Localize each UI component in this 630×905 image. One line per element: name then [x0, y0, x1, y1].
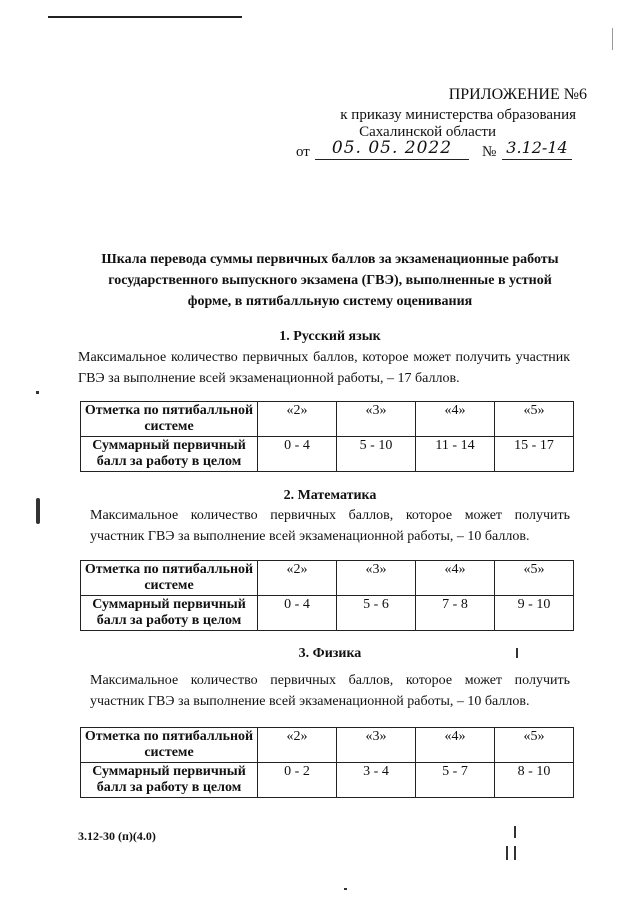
grade-cell: «4»: [416, 402, 495, 437]
number-label: №: [482, 144, 497, 160]
score-range-cell: 7 - 8: [416, 596, 495, 631]
score-range-cell: 0 - 4: [258, 596, 337, 631]
score-range-cell: 11 - 14: [416, 437, 495, 472]
score-range-cell: 0 - 2: [258, 763, 337, 798]
score-range-cell: 5 - 6: [337, 596, 416, 631]
table-row: [81, 763, 574, 798]
scan-artifact: [36, 498, 40, 524]
section-heading-russian: 1. Русский язык: [279, 329, 381, 344]
table-row: [81, 728, 574, 763]
score-range-cell: 9 - 10: [495, 596, 574, 631]
score-row-label: Суммарный первичный балл за работу в целом: [81, 437, 258, 472]
grade-cell: «5»: [495, 561, 574, 596]
score-table-russian: [80, 401, 574, 472]
appendix-label: ПРИЛОЖЕНИЕ №6: [448, 86, 587, 103]
score-range-cell: 15 - 17: [495, 437, 574, 472]
grade-cell: «5»: [495, 402, 574, 437]
section-heading-math: 2. Математика: [283, 488, 377, 503]
grade-row-label: Отметка по пятибалльной системе: [81, 402, 258, 437]
from-label: от: [296, 144, 310, 160]
order-date: 05. 05. 2022: [315, 138, 469, 160]
score-row-label: Суммарный первичный балл за работу в целом: [81, 596, 258, 631]
scan-artifact: [344, 888, 347, 890]
scan-artifact: [514, 846, 516, 860]
grade-cell: «3»: [337, 561, 416, 596]
grade-cell: «3»: [337, 402, 416, 437]
table-row: [81, 596, 574, 631]
section-heading-physics: 3. Физика: [298, 646, 362, 661]
document-code: 3.12-30 (п)(4.0): [78, 829, 156, 843]
table-row: [81, 437, 574, 472]
grade-cell: «2»: [258, 402, 337, 437]
scan-artifact: [36, 391, 39, 394]
grade-row-label: Отметка по пятибалльной системе: [81, 728, 258, 763]
grade-cell: «4»: [416, 561, 495, 596]
section-text-russian: Максимальное количество первичных баллов, которое может получить участник ГВЭ за выполнение всей экзаменационной работы, – 17 баллов.: [78, 350, 570, 386]
table-row: [81, 402, 574, 437]
grade-cell: «3»: [337, 728, 416, 763]
score-range-cell: 0 - 4: [258, 437, 337, 472]
scan-artifact: [506, 846, 508, 860]
grade-cell: «2»: [258, 728, 337, 763]
order-line-2: Сахалинской области: [359, 124, 496, 140]
table-row: [81, 561, 574, 596]
order-date-number: [296, 138, 576, 164]
score-range-cell: 8 - 10: [495, 763, 574, 798]
score-range-cell: 3 - 4: [337, 763, 416, 798]
section-text-math: Максимальное количество первичных баллов, которое может получить участник ГВЭ за выполнение всей экзаменационной работы, – 10 баллов.: [90, 508, 570, 544]
grade-row-label: Отметка по пятибалльной системе: [81, 561, 258, 596]
title-line-1: Шкала перевода суммы первичных баллов за экзаменационные работы: [101, 252, 559, 267]
score-table-physics: [80, 727, 574, 798]
scan-mark: [612, 28, 613, 50]
scan-artifact: [516, 648, 518, 658]
section-text-physics: Максимальное количество первичных баллов, которое может получить участник ГВЭ за выполнение всей экзаменационной работы, – 10 баллов.: [90, 673, 570, 709]
title-line-3: форме, в пятибалльную систему оценивания: [187, 294, 473, 309]
top-rule: [48, 16, 242, 18]
score-range-cell: 5 - 7: [416, 763, 495, 798]
order-line-1: к приказу министерства образования: [340, 107, 576, 123]
title-line-2: государственного выпускного экзамена (ГВЭ), выполненные в устной: [108, 273, 552, 288]
score-table-math: [80, 560, 574, 631]
document-title: [90, 249, 570, 312]
score-range-cell: 5 - 10: [337, 437, 416, 472]
grade-cell: «2»: [258, 561, 337, 596]
grade-cell: «5»: [495, 728, 574, 763]
grade-cell: «4»: [416, 728, 495, 763]
scan-artifact: [514, 826, 516, 838]
order-number: 3.12-14: [502, 138, 572, 160]
score-row-label: Суммарный первичный балл за работу в целом: [81, 763, 258, 798]
